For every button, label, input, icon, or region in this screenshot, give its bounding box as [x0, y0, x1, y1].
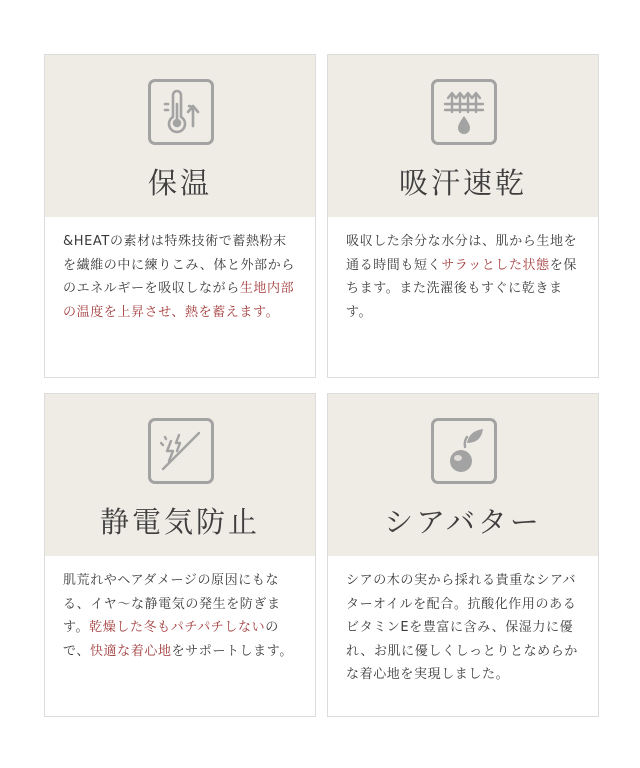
feature-card-anti-static [44, 393, 316, 717]
feature-card-shea-butter [327, 393, 599, 717]
card-header [328, 55, 598, 217]
card-title: シアバター [384, 505, 542, 539]
highlight-text: サラッとした状態 [441, 257, 550, 273]
shea-nut-leaf-icon [431, 418, 497, 484]
highlight-text: 乾燥した冬もパチパチしない [89, 620, 266, 635]
card-header [45, 394, 315, 556]
card-title: 吸汗速乾 [398, 166, 527, 200]
highlight-text: 生地内部の温度を上昇させ、熱を蓄えます。 [63, 281, 295, 320]
feature-card-heat-retention [44, 54, 316, 378]
card-description: 吸収した余分な水分は、肌から生地を通る時間も短くサラッとした状態を保ちます。また洗濯後もすぐに乾きます。 [346, 234, 578, 320]
card-description: &HEATの素材は特殊技術で蓄熱粉末を繊維の中に練りこみ、体と外部からのエネルギーを吸収しながら生地内部の温度を上昇させ、熱を蓄えます。 [63, 234, 295, 320]
card-description: シアの木の実から採れる貴重なシアバターオイルを配合。抗酸化作用のあるビタミンEを豊富に含み、保湿力に優れ、お肌に優しくしっとりとなめらかな着心地を実現しました。 [346, 573, 578, 682]
card-header [328, 394, 598, 556]
moisture-wicking-icon [431, 79, 497, 145]
card-header [45, 55, 315, 217]
card-title: 保温 [147, 166, 212, 200]
card-description: 肌荒れやヘアダメージの原因にもなる、イヤ〜な静電気の発生を防ぎます。乾燥した冬もパチパチしないので、快適な着心地をサポートします。 [63, 573, 293, 659]
highlight-text: 快適な着心地 [89, 643, 172, 659]
card-title: 静電気防止 [99, 505, 260, 539]
feature-card-quick-dry [327, 54, 599, 378]
thermometer-heat-icon [148, 79, 214, 145]
anti-static-icon [148, 418, 214, 484]
